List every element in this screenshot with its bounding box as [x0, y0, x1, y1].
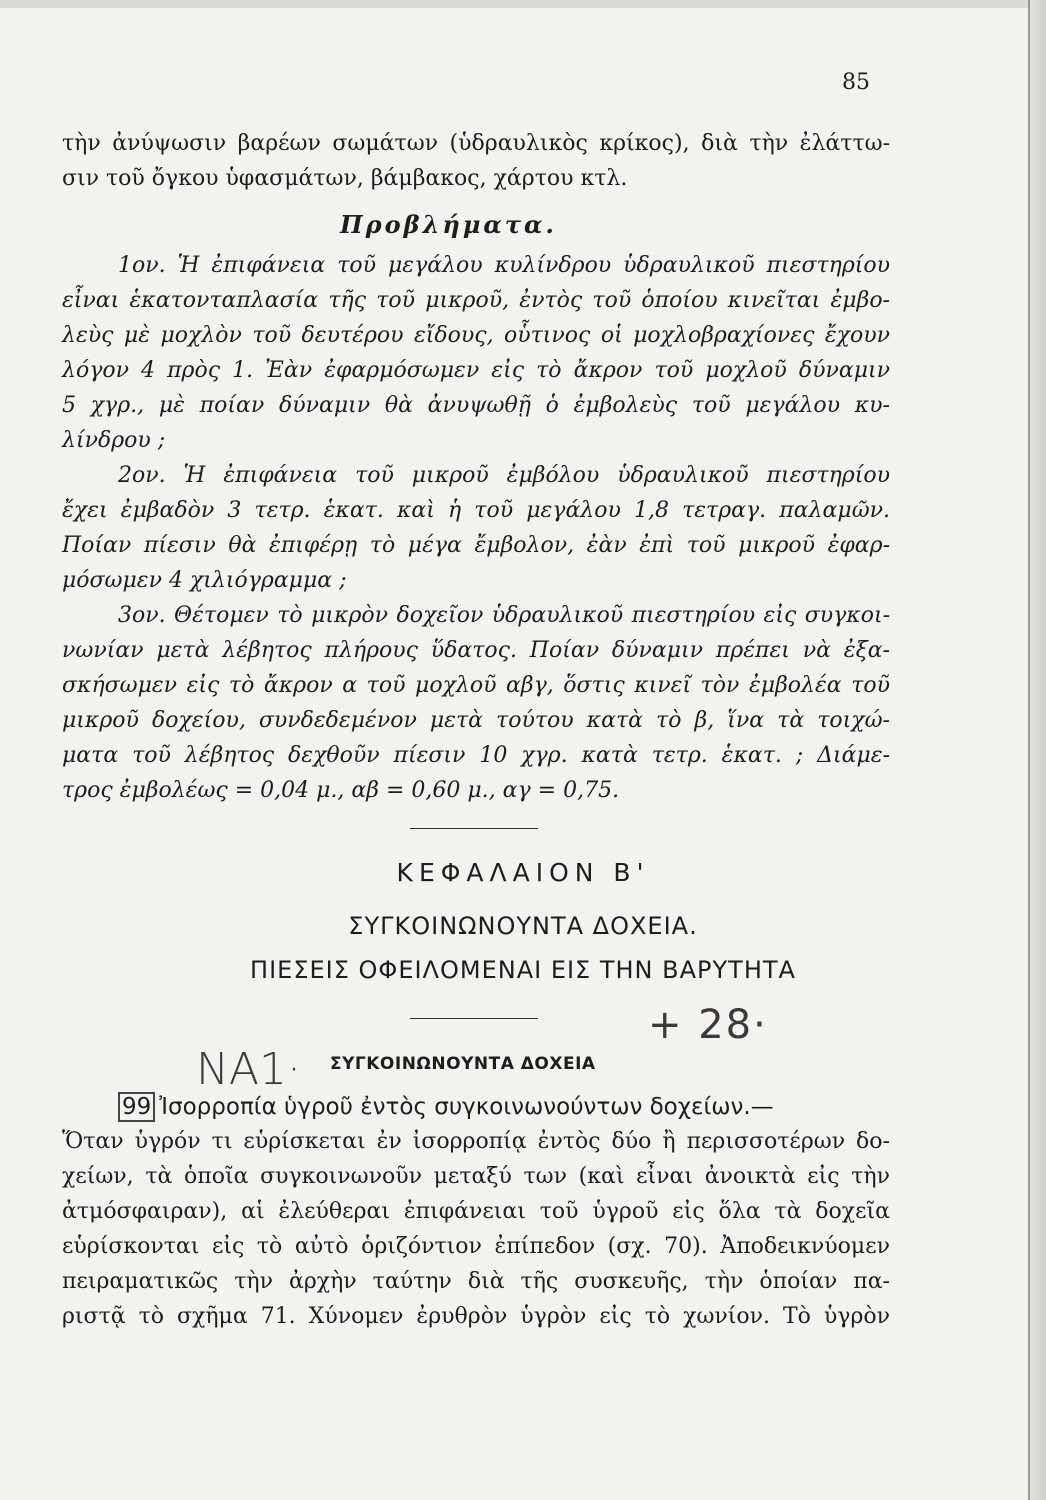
chapter-title-line-2: ΠΙΕΣΕΙΣ ΟΦΕΙΛΟΜΕΝΑΙ ΕΙΣ ΤΗΝ ΒΑΡΥΤΗΤΑ [250, 956, 796, 984]
problem-line: μικροῦ δοχείου, συνδεδεμένον μετὰ τούτου κατὰ τὸ β, ἵνα τὰ τοιχώ- [62, 708, 890, 733]
body-line: εὑρίσκονται εἰς τὸ αὐτὸ ὁριζόντιον ἐπίπεδον (σχ. 70). Ἀποδεικνύομεν [62, 1234, 890, 1259]
problem-line: μόσωμεν 4 χιλιόγραμμα ; [62, 568, 347, 593]
problem-line: λεὺς μὲ μοχλὸν τοῦ δευτέρου εἴδους, οὗτινος οἱ μοχλοβραχίονες ἔχουν [62, 323, 890, 348]
problem-line: νωνίαν μετὰ λέβητος πλήρους ὕδατος. Ποίαν δύναμιν πρέπει νὰ ἐξα- [62, 638, 890, 663]
page-edge-top [0, 0, 1046, 8]
body-line: Ὅταν ὑγρόν τι εὑρίσκεται ἐν ἰσορροπίᾳ ἐντὸς δύο ἢ περισσοτέρων δο- [62, 1129, 890, 1154]
divider-rule [410, 1018, 538, 1019]
intro-line: τὴν ἀνύψωσιν βαρέων σωμάτων (ὑδραυλικὸς κρίκος), διὰ τὴν ἐλάττω- [62, 131, 890, 156]
intro-line: σιν τοῦ ὄγκου ὑφασμάτων, βάμβακος, χάρτου κτλ. [62, 166, 628, 191]
page-edge-right [1028, 0, 1046, 1500]
problem-line: εἶναι ἑκατονταπλασία τῆς τοῦ μικροῦ, ἐντὸς τοῦ ὁποίου κινεῖται ἐμβο- [62, 288, 890, 313]
chapter-label: ΚΕΦΑΛΑΙΟΝ Β' [396, 858, 650, 887]
problem-line: 3ον. Θέτομεν τὸ μικρὸν δοχεῖον ὑδραυλικοῦ πιεστηρίου εἰς συγκοι- [118, 603, 890, 628]
problem-line: σκήσωμεν εἰς τὸ ἄκρον α τοῦ μοχλοῦ αβγ, ὅστις κινεῖ τὸν ἐμβολέα τοῦ [62, 673, 890, 698]
body-line: ριστᾷ τὸ σχῆμα 71. Χύνομεν ἐρυθρὸν ὑγρὸν εἰς τὸ χωνίον. Τὸ ὑγρὸν [62, 1304, 890, 1329]
problem-line: ἔχει ἐμβαδὸν 3 τετρ. ἑκατ. καὶ ἡ τοῦ μεγάλου 1,8 τετραγ. παλαμῶν. [62, 498, 890, 523]
body-line: χείων, τὰ ὁποῖα συγκοινωνοῦν μεταξύ των (καὶ εἶναι ἀνοικτὰ εἰς τὴν [62, 1164, 890, 1189]
handwritten-annotation-initials: ΝΑ1· [196, 1044, 301, 1095]
problem-line: 2ον. Ἡ ἐπιφάνεια τοῦ μικροῦ ἐμβόλου ὑδραυλικοῦ πιεστηρίου [118, 463, 890, 488]
page-number: 85 [842, 70, 870, 95]
problem-line: τρος ἐμβολέως = 0,04 μ., αβ = 0,60 μ., αγ = 0,75. [62, 778, 620, 803]
problems-section [62, 248, 890, 808]
problem-line: λόγον 4 πρὸς 1. Ἐὰν ἐφαρμόσωμεν εἰς τὸ ἄκρον τοῦ μοχλοῦ δύναμιν [62, 358, 890, 383]
divider-rule [410, 828, 538, 829]
paragraph-number: 99 [118, 1092, 155, 1122]
problems-title: Προβλήματα. [340, 210, 557, 239]
problem-line: 5 χγρ., μὲ ποίαν δύναμιν θὰ ἀνυψωθῇ ὁ ἐμβολεὺς τοῦ μεγάλου κυ- [62, 393, 890, 418]
problem-line: Ποίαν πίεσιν θὰ ἐπιφέρῃ τὸ μέγα ἔμβολον, ἐὰν ἐπὶ τοῦ μικροῦ ἐφαρ- [62, 533, 890, 558]
section-heading: ΣΥΓΚΟΙΝΩΝΟΥΝΤΑ ΔΟΧΕΙΑ [330, 1054, 596, 1074]
paragraph-title: Ἰσορροπία ὑγροῦ ἐντὸς συγκοινωνούντων δοχείων.— [159, 1094, 774, 1120]
problem-line: ματα τοῦ λέβητος δεχθοῦν πίεσιν 10 χγρ. κατὰ τετρ. ἑκατ. ; Διάμε- [62, 743, 890, 768]
paragraph-heading [118, 1092, 774, 1122]
chapter-title-line-1: ΣΥΓΚΟΙΝΩΝΟΥΝΤΑ ΔΟΧΕΙΑ. [348, 912, 698, 940]
body-line: ἀτμόσφαιραν), αἱ ἐλεύθεραι ἐπιφάνειαι τοῦ ὑγροῦ εἰς ὅλα τὰ δοχεῖα [62, 1199, 890, 1224]
problem-line: λίνδρου ; [62, 428, 166, 453]
handwritten-annotation-number: + 28· [648, 1002, 768, 1048]
body-line: πειραματικῶς τὴν ἀρχὴν ταύτην διὰ τῆς συσκευῆς, τὴν ὁποίαν πα- [62, 1269, 890, 1294]
intro-paragraph [62, 126, 890, 196]
body-paragraph [62, 1124, 890, 1334]
problem-line: 1ον. Ἡ ἐπιφάνεια τοῦ μεγάλου κυλίνδρου ὑδραυλικοῦ πιεστηρίου [118, 253, 890, 278]
